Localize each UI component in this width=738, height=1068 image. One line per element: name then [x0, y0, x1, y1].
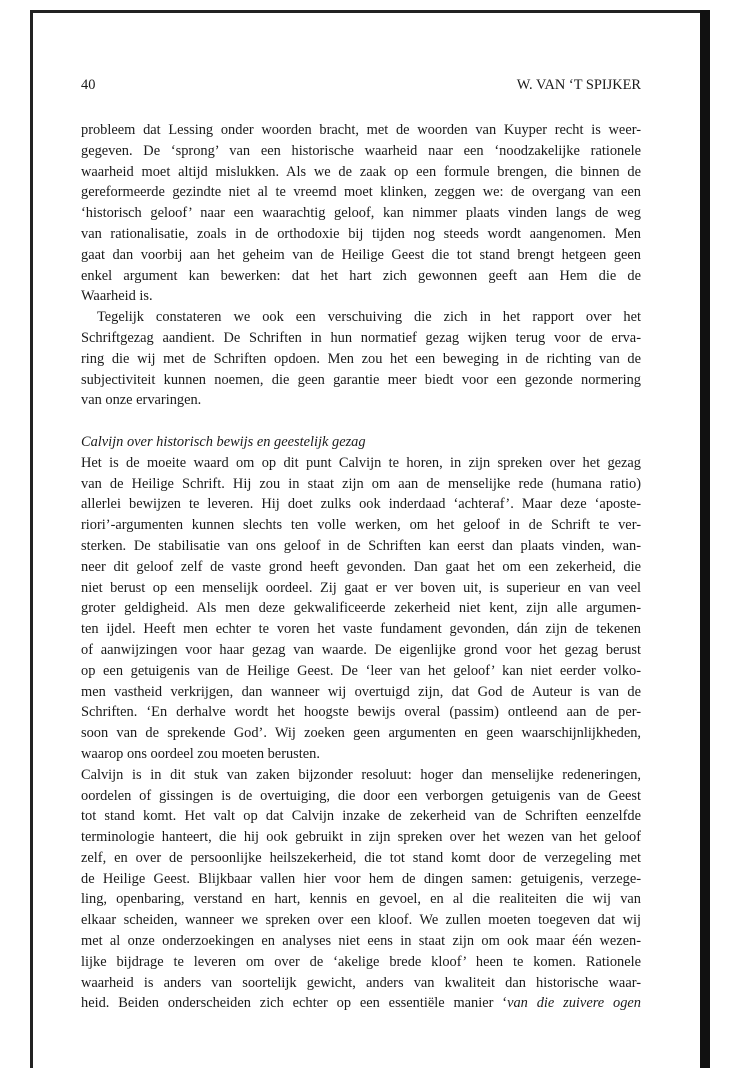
final-line-italic: van die zuivere ogen: [507, 995, 641, 1012]
text-line: Calvijn is in dit stuk van zaken bijzonder resoluut: hoger dan menselijke redeneringen,: [81, 766, 641, 783]
text-line: of aanwijzingen voor haar gezag van waarde. De eigenlijke grond voor het gezag berust: [81, 641, 641, 658]
text-line: probleem dat Lessing onder woorden bracht, met de woorden van Kuyper recht is weer-: [81, 122, 641, 138]
text-line: waarheid moet altijd mislukken. Als we de zaak op een formule brengen, die binnen de: [81, 163, 641, 180]
text-line: neer dit geloof zelf de vaste grond heeft gevonden. Dan gaat het om een zekerheid, die: [81, 558, 641, 575]
text-line: soon van de sprekende God’. Wij zoeken geen argumenten en geen waarschijnlijkheden,: [81, 725, 641, 742]
text-line: riori’-argumenten kunnen slechts ten volle werken, om het geloof in de Schrift te ver-: [81, 517, 641, 534]
text-line: lijke bijdrage te leveren om over de ‘akelige brede kloof’ heen te komen. Rationele: [81, 953, 641, 970]
text-line: Schriftgezag aandient. De Schriften in hun normatief gezag wijken terug voor de erva-: [81, 329, 641, 346]
text-line-final: [81, 993, 641, 1014]
text-line: met al onze onderzoekingen en analyses niet eens in staat zijn om ook maar één wezen-: [81, 933, 641, 950]
text-line: op een getuigenis van de Heilige Geest. De ‘leer van het geloof’ kan niet eerder volko-: [81, 662, 641, 679]
running-head: [81, 76, 641, 94]
section-heading: Calvijn over historisch bewijs en geestelijk gezag: [81, 433, 366, 450]
paragraph-3: [81, 453, 641, 765]
text-line: enkel argument kan bewerken: dat het hart zich gewonnen geeft aan Hem die de: [81, 267, 641, 284]
text-line: niet berust op een menselijk oordeel. Zij gaat er ver boven uit, is superieur en van veel: [81, 579, 641, 596]
scan-top-edge: [30, 10, 708, 13]
text-line: gegeven. De ‘sprong’ van een historische waarheid naar een ‘noodzakelijke rationele: [81, 142, 641, 159]
text-line: subjectiviteit kunnen noemen, die geen garantie meer biedt voor een gezonde normering: [81, 371, 641, 388]
final-line-roman: heid. Beiden onderscheiden zich echter op een essentiële manier ‘: [81, 995, 508, 1012]
paragraph-2: [81, 307, 641, 411]
text-line: waarheid is anders van soortelijk gewicht, anders van kwaliteit dan historische waar-: [81, 974, 641, 991]
text-line: Schriften. ‘En derhalve wordt het hoogste bewijs overal (passim) ontleend aan de per-: [81, 704, 641, 721]
text-line: Tegelijk constateren we ook een verschuiving die zich in het rapport over het: [97, 309, 641, 326]
text-line: elkaar scheiden, wanneer we spreken over een kloof. We zullen moeten toegeven dat wij: [81, 912, 641, 929]
text-line: zelf, en over de persoonlijke heilszekerheid, die tot stand komt door de verzegeling met: [81, 849, 641, 866]
text-line: gereformeerde gezindte niet al te vreemd moet klinken, zeggen we: de overgang van een: [81, 184, 641, 201]
text-line: van onze ervaringen.: [81, 392, 202, 409]
text-line: van rationalisatie, zoals in de orthodoxie bij tijden nog steeds wordt aangenomen. Men: [81, 225, 641, 242]
text-line: groter geldigheid. Als men deze gekwalificeerde zekerheid niet kent, zijn alle argumen-: [81, 600, 641, 617]
text-line: ling, openbaring, verstand en hart, kennis en gevoel, en al die realiteiten die wij van: [81, 891, 641, 908]
text-line: ‘historisch geloof’ naar een waarachtig geloof, kan nimmer plaats vinden langs de weg: [81, 205, 641, 222]
text-line: terminologie hanteert, die hij ook gebruikt in zijn spreken over het wezen van het geloof: [81, 829, 641, 846]
text-line: waarop ons oordeel zou moeten berusten.: [81, 745, 320, 762]
text-line: oordelen of gissingen is de overtuiging, die door een verborgen getuigenis van de Geest: [81, 787, 641, 804]
text-line: Het is de moeite waard om op dit punt Calvijn te horen, in zijn spreken over het gezag: [81, 454, 641, 471]
body-text: [81, 120, 641, 1014]
paragraph-1: [81, 120, 641, 307]
text-line: tot stand komt. Het valt op dat Calvijn inzake de zekerheid van de Schriften eenzelfde: [81, 808, 641, 825]
text-line: Waarheid is.: [81, 288, 153, 305]
text-line: ring die wij met de Schriften opdoen. Men zou het een beweging in de richting van de: [81, 350, 641, 367]
text-line: sterken. De stabilisatie van ons geloof in de Schriften kan eerst dan plaats vinden, wan-: [81, 537, 641, 554]
text-line: de Heilige Geest. Blijkbaar vallen hier voor hem de dingen samen: getuigenis, verzege-: [81, 870, 641, 887]
text-line: men vastheid verkrijgen, dan wanneer wij overtuigd zijn, dat God de Auteur is van de: [81, 683, 641, 700]
paragraph-4: [81, 765, 641, 1015]
running-title: W. VAN ‘T SPIJKER: [516, 77, 641, 93]
text-line: ten ijdel. Heeft men echter te voren het vaste fundament gevonden, dán zijn de tekenen: [81, 621, 641, 638]
text-line: van de Heilige Schrift. Hij zou in staat zijn om aan de menselijke rede (humana ratio): [81, 475, 641, 492]
scan-left-edge: [30, 12, 33, 1068]
scan-right-edge: [700, 10, 710, 1068]
text-line: gaat dan voorbij aan het geheim van de Heilige Geest die tot stand brengt hetgeen geen: [81, 246, 641, 263]
page-number: 40: [81, 77, 96, 93]
text-line: allerlei bewijzen te leveren. Hij doet zulks ook inderdaad ‘achteraf’. Maar deze ‘aposte-: [81, 496, 641, 513]
